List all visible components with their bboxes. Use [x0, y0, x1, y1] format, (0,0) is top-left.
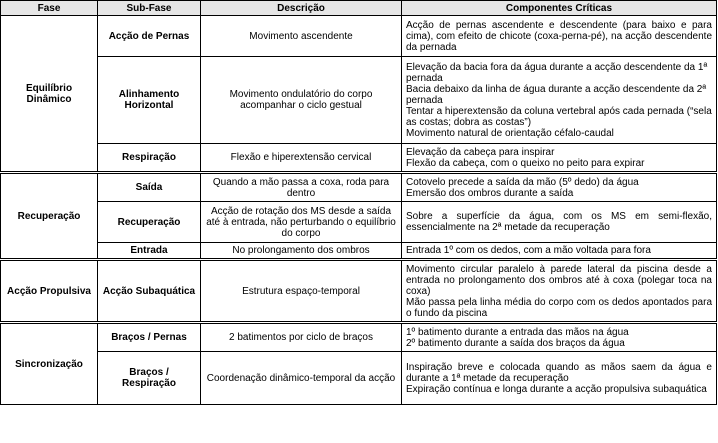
fase-cell: Sincronização — [1, 323, 98, 405]
subfase-cell: Respiração — [98, 144, 201, 173]
componentes-cell — [402, 57, 717, 144]
componentes-cell — [402, 144, 717, 173]
subfase-cell: Braços / Pernas — [98, 323, 201, 352]
componentes-cell — [402, 352, 717, 405]
header-componentes: Componentes Críticas — [402, 1, 717, 16]
componentes-cell — [402, 323, 717, 352]
componente-line: Sobre a superfície da água, com os MS em semi-flexão, essencialmente na 2ª metade da recuperação — [406, 211, 712, 233]
componente-line: Entrada 1º com os dedos, com a mão voltada para fora — [406, 245, 651, 256]
header-descricao: Descrição — [201, 1, 402, 16]
header-fase: Fase — [1, 1, 98, 16]
fase-cell: Acção Propulsiva — [1, 260, 98, 323]
table-row — [1, 243, 717, 260]
componente-line: 2º batimento durante a saída dos braços da água — [406, 337, 625, 349]
descricao-cell: Movimento ascendente — [201, 16, 402, 57]
componente-line: Elevação da bacia fora da água durante a acção descendente da 1ª pernada — [406, 61, 708, 84]
descricao-cell: Flexão e hiperextensão cervical — [201, 144, 402, 173]
table-row — [1, 260, 717, 323]
header-row — [1, 1, 717, 16]
descricao-cell: 2 batimentos por ciclo de braços — [201, 323, 402, 352]
subfase-cell: Braços / Respiração — [98, 352, 201, 405]
subfase-cell: Acção de Pernas — [98, 16, 201, 57]
table-row — [1, 173, 717, 202]
componente-line: Bacia debaixo da linha de água durante a acção descendente da 2ª pernada — [406, 83, 707, 106]
subfase-cell: Acção Subaquática — [98, 260, 201, 323]
componente-line: Expiração contínua e longa durante a acção propulsiva subaquática — [406, 383, 707, 395]
subfase-cell: Alinhamento Horizontal — [98, 57, 201, 144]
header-subfase: Sub-Fase — [98, 1, 201, 16]
componente-line: 1º batimento durante a entrada das mãos na água — [406, 326, 629, 338]
table-row — [1, 144, 717, 173]
fase-cell: Recuperação — [1, 173, 98, 260]
subfase-cell: Recuperação — [98, 202, 201, 243]
table-row — [1, 202, 717, 243]
componente-line: Movimento natural de orientação céfalo-caudal — [406, 127, 614, 139]
descricao-cell: Quando a mão passa a coxa, roda para dentro — [201, 173, 402, 202]
componente-line: Movimento circular paralelo à parede lateral da piscina desde a entrada no prolongamento dos ombros até à coxa (polegar toca na coxa) — [406, 263, 712, 297]
table-row — [1, 323, 717, 352]
componente-line: Mão passa pela linha média do corpo com os dedos apontados para o fundo da piscina — [406, 296, 712, 319]
componente-line: Inspiração breve e colocada quando as mãos saem da água e durante a 1ª metade da recuperação — [406, 361, 712, 384]
table-row — [1, 57, 717, 144]
descricao-cell: Acção de rotação dos MS desde a saída até à entrada, não perturbando o equilíbrio do corpo — [201, 202, 402, 243]
componente-line: Tentar a hiperextensão da coluna vertebral após cada pernada (“sela as costas; dobra as costas”) — [406, 105, 712, 128]
descricao-cell: No prolongamento dos ombros — [201, 243, 402, 260]
descricao-cell: Movimento ondulatório do corpo acompanhar o ciclo gestual — [201, 57, 402, 144]
componentes-cell — [402, 16, 717, 57]
componente-line: Cotovelo precede a saída da mão (5º dedo) da água — [406, 176, 639, 188]
componentes-cell — [402, 260, 717, 323]
subfase-cell: Entrada — [98, 243, 201, 260]
componentes-cell — [402, 243, 717, 260]
componente-line: Acção de pernas ascendente e descendente (para baixo e para cima), com efeito de chicote (coxa-perna-pé), na acção descendente da pernada — [406, 19, 712, 53]
componente-line: Elevação da cabeça para inspirar — [406, 146, 555, 158]
componentes-cell — [402, 202, 717, 243]
table-row — [1, 352, 717, 405]
descricao-cell: Estrutura espaço-temporal — [201, 260, 402, 323]
fase-cell: Equilíbrio Dinâmico — [1, 16, 98, 173]
componente-line: Emersão dos ombros durante a saída — [406, 187, 574, 199]
descricao-cell: Coordenação dinâmico-temporal da acção — [201, 352, 402, 405]
componentes-cell — [402, 173, 717, 202]
componente-line: Flexão da cabeça, com o queixo no peito para expirar — [406, 157, 645, 169]
table-row — [1, 16, 717, 57]
subfase-cell: Saída — [98, 173, 201, 202]
